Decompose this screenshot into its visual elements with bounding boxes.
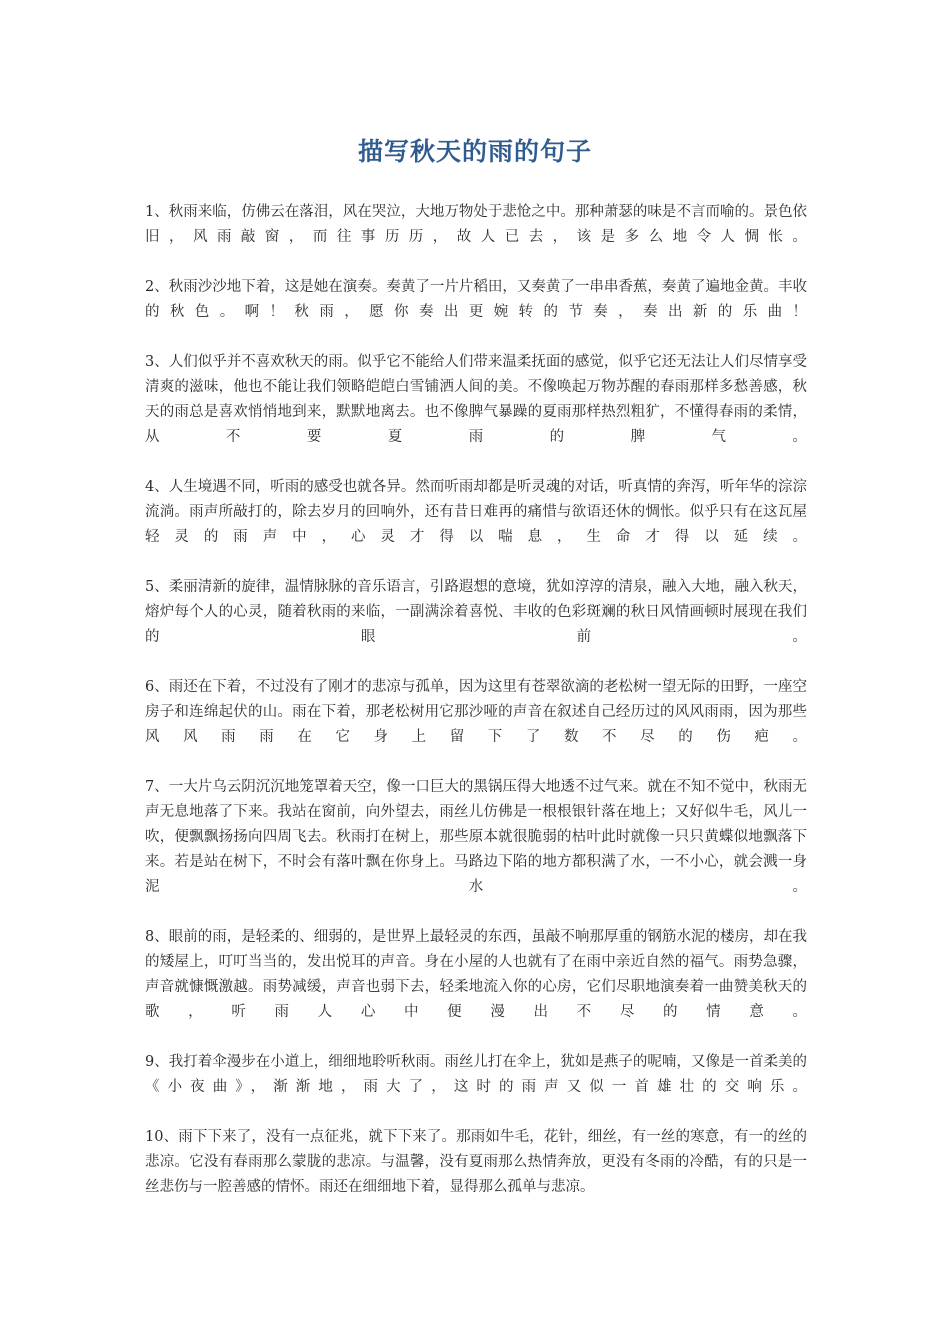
paragraph-6: 6、雨还在下着，不过没有了刚才的悲凉与孤单，因为这里有苍翠欲滴的老松树一望无际的田野，一座空房子和连绵起伏的山。雨在下着，那老松树用它那沙哑的声音在叙述自己经历过的风风雨雨，因为那些风风雨雨在它身上留下了数不尽的伤疤。 [145, 679, 807, 745]
paragraph-9: 9、我打着伞漫步在小道上，细细地聆听秋雨。雨丝儿打在伞上，犹如是燕子的呢喃，又像是一首柔美的《小夜曲》，渐渐地，雨大了，这时的雨声又似一首雄壮的交响乐。 [145, 1054, 807, 1095]
paragraph-4: 4、人生境遇不同，听雨的感受也就各异。然而听雨却都是听灵魂的对话，听真情的奔泻，听年华的淙淙流淌。雨声所敲打的，除去岁月的回响外，还有昔日难再的痛惜与欲语还休的惆怅。似乎只有在这瓦屋轻灵的雨声中，心灵才得以喘息，生命才得以延续。 [145, 479, 807, 545]
paragraph-10: 10、雨下下来了，没有一点征兆，就下下来了。那雨如牛毛，花针，细丝，有一丝的寒意，有一的丝的悲凉。它没有春雨那么蒙胧的悲凉。与温馨，没有夏雨那么热情奔放，更没有冬雨的冷酷，有的只是一丝悲伤与一腔善感的情怀。雨还在细细地下着，显得那么孤单与悲凉。 [145, 1129, 807, 1195]
paragraph-2: 2、秋雨沙沙地下着，这是她在演奏。奏黄了一片片稻田，又奏黄了一串串香蕉，奏黄了遍地金黄。丰收的秋色。啊！秋雨，愿你奏出更婉转的节奏，奏出新的乐曲！ [145, 279, 807, 320]
paragraph-8: 8、眼前的雨，是轻柔的、细弱的，是世界上最轻灵的东西，虽敲不响那厚重的钢筋水泥的楼房，却在我的矮屋上，叮叮当当的，发出悦耳的声音。身在小屋的人也就有了在雨中亲近自然的福气。雨势急骤，声音就慷慨激越。雨势减缓，声音也弱下去，轻柔地流入你的心房，它们尽职地演奏着一曲赞美秋天的歌，听雨人心中便漫出不尽的情意。 [145, 929, 807, 1020]
paragraph-5: 5、柔丽清新的旋律，温情脉脉的音乐语言，引路遐想的意境，犹如淳淳的清泉，融入大地，融入秋天，熔炉每个人的心灵，随着秋雨的来临，一副满涂着喜悦、丰收的色彩斑斓的秋日风情画顿时展现在我们的眼前。 [145, 579, 807, 645]
article-body [145, 200, 807, 1225]
paragraph-1: 1、秋雨来临，仿佛云在落泪，风在哭泣，大地万物处于悲怆之中。那种萧瑟的味是不言而喻的。景色依旧，风雨敲窗，而往事历历，故人已去，该是多么地令人惆怅。 [145, 204, 807, 245]
page-title: 描写秋天的雨的句子 [357, 137, 592, 166]
paragraph-7: 7、一大片乌云阴沉沉地笼罩着天空，像一口巨大的黑锅压得大地透不过气来。就在不知不觉中，秋雨无声无息地落了下来。我站在窗前，向外望去，雨丝儿仿佛是一根根银针落在地上；又好似牛毛，风儿一吹，便飘飘扬扬向四周飞去。秋雨打在树上，那些原本就很脆弱的枯叶此时就像一只只黄蝶似地飘落下来。若是站在树下，不时会有落叶飘在你身上。马路边下陷的地方都积满了水，一不小心，就会溅一身泥水。 [145, 779, 807, 895]
paragraph-3: 3、人们似乎并不喜欢秋天的雨。似乎它不能给人们带来温柔抚面的感觉，似乎它还无法让人们尽情享受清爽的滋味，他也不能让我们领略皑皑白雪铺洒人间的美。不像唤起万物苏醒的春雨那样多愁善感，秋天的雨总是喜欢悄悄地到来，默默地离去。也不像脾气暴躁的夏雨那样热烈粗犷，不懂得春雨的柔情，从不要夏雨的脾气。 [145, 354, 807, 445]
